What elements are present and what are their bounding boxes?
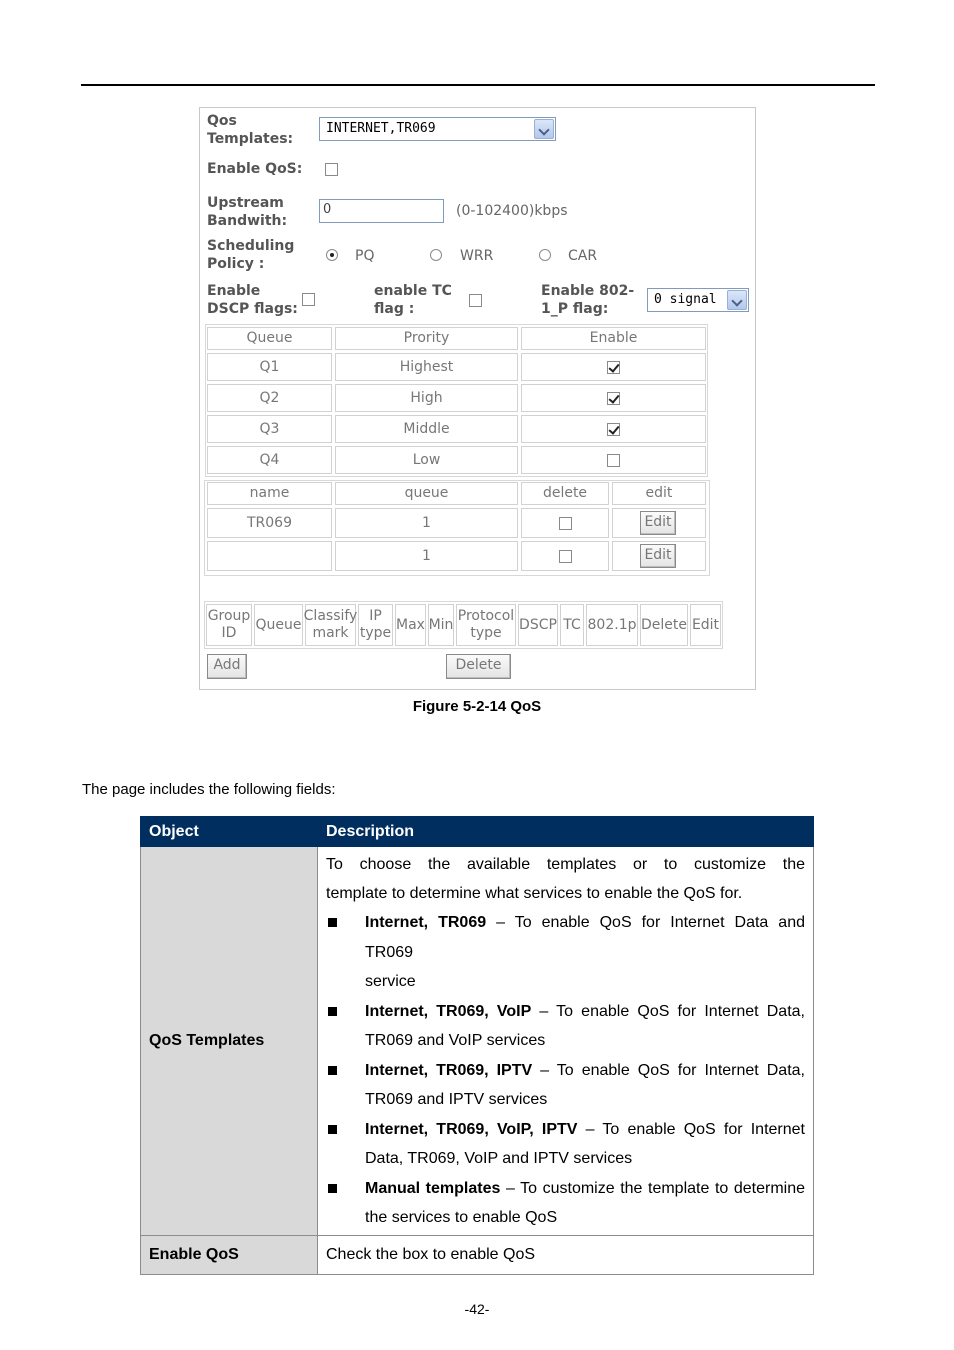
delete-header: delete xyxy=(521,482,609,505)
description-cell: Check the box to enable QoS xyxy=(318,1235,814,1274)
p8021-header: 802.1p xyxy=(586,604,638,646)
edit-button[interactable]: Edit xyxy=(640,544,676,568)
rule-delete-cell xyxy=(521,541,609,571)
header-rule xyxy=(81,84,875,86)
delete-button[interactable]: Delete xyxy=(446,654,511,679)
enable-qos-checkbox[interactable] xyxy=(325,163,338,176)
chevron-down-icon xyxy=(534,119,554,139)
enable-cell xyxy=(521,353,706,381)
priority-cell: High xyxy=(335,384,518,412)
priority-cell: Highest xyxy=(335,353,518,381)
object-cell: Enable QoS xyxy=(141,1235,318,1274)
edit-col-header: Edit xyxy=(690,604,721,646)
tc-checkbox[interactable] xyxy=(469,294,482,307)
enable-cell xyxy=(521,446,706,474)
add-button[interactable]: Add xyxy=(207,654,247,679)
queue-enable-checkbox[interactable] xyxy=(607,454,620,467)
upstream-range: (0-102400)kbps xyxy=(456,203,568,219)
p8021-select[interactable]: 0 signal xyxy=(647,288,749,312)
bullet-item: Internet, TR069, VoIP – To enable QoS for Internet Data, TR069 and VoIP services xyxy=(326,997,805,1056)
edit-header: edit xyxy=(612,482,706,505)
priority-cell: Middle xyxy=(335,415,518,443)
queue-cell: Q2 xyxy=(207,384,332,412)
object-cell: QoS Templates xyxy=(141,847,318,1236)
rule-name-cell: TR069 xyxy=(207,508,332,538)
bullet-square-icon xyxy=(328,1125,337,1134)
scheduling-label: Scheduling Policy : xyxy=(207,238,295,272)
rule-delete-cell xyxy=(521,508,609,538)
intro-text: The page includes the following fields: xyxy=(82,781,336,798)
enable-header: Enable xyxy=(521,327,706,350)
tc-label: enable TC flag : xyxy=(374,283,452,317)
description-paragraph: To choose the available templates or to customize the xyxy=(326,856,805,873)
rule-queue-cell: 1 xyxy=(335,541,518,571)
bullet-item: Internet, TR069, VoIP, IPTV – To enable QoS for Internet Data, TR069, VoIP and IPTV services xyxy=(326,1115,805,1174)
edit-button[interactable]: Edit xyxy=(640,511,676,535)
rule-delete-checkbox[interactable] xyxy=(559,517,572,530)
upstream-bandwidth-input[interactable]: 0 xyxy=(319,199,444,223)
rule-queue-cell: 1 xyxy=(335,508,518,538)
dscp-label: Enable DSCP flags: xyxy=(207,283,298,317)
enable-qos-label: Enable QoS: xyxy=(207,161,303,177)
group-id-header: Group ID xyxy=(206,604,252,646)
description-cell xyxy=(318,847,814,1236)
page-number: -42- xyxy=(464,1301,490,1317)
dscp-checkbox[interactable] xyxy=(302,293,315,306)
policy-car-label: CAR xyxy=(568,248,598,264)
queue-cell: Q1 xyxy=(207,353,332,381)
queue-header: Queue xyxy=(207,327,332,350)
rule-name-cell xyxy=(207,541,332,571)
policy-wrr-radio[interactable] xyxy=(430,249,442,261)
description-header: Description xyxy=(318,817,814,847)
field-description-table xyxy=(140,816,814,1275)
object-header: Object xyxy=(141,817,318,847)
queue-cell: Q3 xyxy=(207,415,332,443)
bullet-square-icon xyxy=(328,918,337,927)
queue-col-header: Queue xyxy=(254,604,303,646)
policy-car-radio[interactable] xyxy=(539,249,551,261)
bullet-square-icon xyxy=(328,1184,337,1193)
bullet-item: Internet, TR069, IPTV – To enable QoS for Internet Data, TR069 and IPTV services xyxy=(326,1056,805,1115)
max-header: Max xyxy=(395,604,426,646)
policy-pq-radio[interactable] xyxy=(326,249,338,261)
priority-cell: Low xyxy=(335,446,518,474)
queue-cell: Q4 xyxy=(207,446,332,474)
queue-enable-checkbox[interactable] xyxy=(607,392,620,405)
p8021-label: Enable 802- 1_P flag: xyxy=(541,283,635,317)
bullet-square-icon xyxy=(328,1007,337,1016)
figure-caption: Figure 5-2-14 QoS xyxy=(412,698,542,715)
policy-pq-label: PQ xyxy=(355,248,375,264)
classify-mark-header: Classify mark xyxy=(305,604,356,646)
enable-cell xyxy=(521,415,706,443)
rule-delete-checkbox[interactable] xyxy=(559,550,572,563)
chevron-down-icon xyxy=(727,290,747,310)
qos-settings-panel xyxy=(199,107,756,690)
name-header: name xyxy=(207,482,332,505)
templates-select[interactable]: INTERNET,TR069 xyxy=(319,117,556,141)
templates-label: Qos Templates: xyxy=(207,113,294,147)
tc-header: TC xyxy=(560,604,584,646)
dscp-header: DSCP xyxy=(518,604,558,646)
upstream-label: Upstream Bandwith: xyxy=(207,195,288,229)
bullet-item: Manual templates – To customize the template to determine the services to enable QoS xyxy=(326,1174,805,1235)
description-paragraph: template to determine what services to enable the QoS for. xyxy=(326,885,743,902)
priority-header: Prority xyxy=(335,327,518,350)
delete-col-header: Delete xyxy=(640,604,688,646)
queue-enable-checkbox[interactable] xyxy=(607,423,620,436)
protocol-type-header: Protocol type xyxy=(456,604,516,646)
queue-header: queue xyxy=(335,482,518,505)
bullet-item: Internet, TR069 – To enable QoS for Internet Data and TR069 service xyxy=(326,908,805,997)
queue-enable-checkbox[interactable] xyxy=(607,361,620,374)
policy-wrr-label: WRR xyxy=(460,248,494,264)
min-header: Min xyxy=(428,604,454,646)
enable-cell xyxy=(521,384,706,412)
bullet-square-icon xyxy=(328,1066,337,1075)
ip-type-header: IP type xyxy=(358,604,393,646)
